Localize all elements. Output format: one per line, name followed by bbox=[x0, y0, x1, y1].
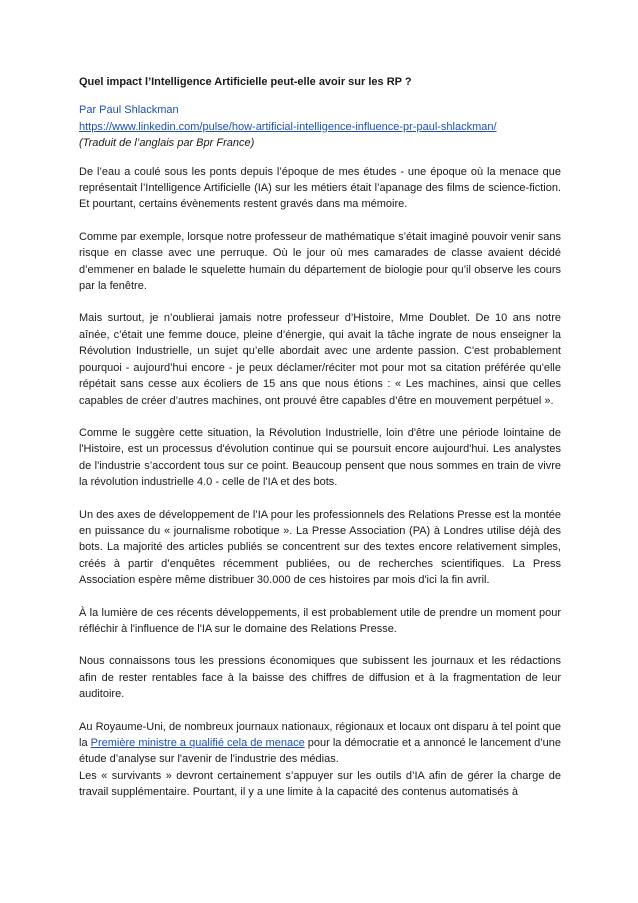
article-title: Quel impact l’Intelligence Artificielle peut-elle avoir sur les RP ? bbox=[79, 76, 412, 88]
byline bbox=[79, 102, 561, 151]
paragraph-history-teacher: Mais surtout, je n’oublierai jamais notre professeur d’Histoire, Mme Doublet. De 10 ans notre aînée, c’était une femme douce, pleine d’énergie, qui avait la tâche ingrate de nous enseigner la Révolution Industrielle, un sujet qu’elle abordait avec une ardente passion. C'est probablement pourquoi - aujourd’hui encore - je peux déclamer/réciter mot pour mot sa citation préférée qu'elle répétait sans cesse aux écoliers de 15 ans que nous étions : « Les machines, ainsi que celles capables de créer d’autres machines, ont prouvé être capables d’être en mouvement perpétuel ». bbox=[79, 312, 561, 407]
paragraph-uk bbox=[79, 719, 561, 768]
document-page bbox=[79, 74, 561, 801]
paragraph-memories: Comme par exemple, lorsque notre professeur de mathématique s’était imaginé pouvoir venir sans risque en classe avec une perruque. Où le jour où mes camarades de classe avaient décidé d’emmener en balade le squelette humain du département de biologie pour qu’il observe les cours par la fenêtre. bbox=[79, 230, 561, 293]
paragraph-uk-end: pour la démocratie et a annoncé le lancement d’une étude d’analyse sur l'avenir de l'industrie des médias. bbox=[79, 737, 561, 766]
paragraph-survivors: Les « survivants » devront certainement s’appuyer sur les outils d’IA afin de gérer la charge de travail supplémentaire. Pourtant, il y a une limite à la capacité des contenus automatisés à bbox=[79, 769, 561, 799]
paragraph-industrial-revolution: Comme le suggère cette situation, la Révolution Industrielle, loin d'être une période lointaine de l'Histoire, est un processus d'évolution continue qui se poursuit encore aujourd'hui. Les analystes de l'industrie s’accordent tous sur ce point. Beaucoup pensent que nous sommes en train de vivre la révolution industrielle 4.0 - celle de l'IA et des bots. bbox=[79, 426, 561, 489]
paragraph-robot-journalism: Un des axes de développement de l’IA pour les professionnels des Relations Presse est la montée en puissance du « journalisme robotique ». La Presse Association (PA) à Londres utilise déjà des bots. La majorité des articles publiés se concentrent sur des textes encore relativement simples, créés à partir d’enquêtes récemment publiées, ou de recherches scientifiques. La Press Association espère même distribuer 30.000 de ces histoires par mois d'ici la fin avril. bbox=[79, 508, 561, 587]
author-link[interactable]: Par Paul Shlackman bbox=[79, 104, 179, 117]
paragraph-economic-pressure: Nous connaissons tous les pressions économiques que subissent les journaux et les rédactions afin de rester rentables face à la baisse des chiffres de diffusion et à la fragmentation de leur auditoire. bbox=[79, 655, 561, 701]
paragraph-uk-start: Au Royaume-Uni, de nombreux journaux nationaux, régionaux et locaux ont disparu à tel point que la bbox=[79, 720, 561, 749]
translation-note: (Traduit de l’anglais par Bpr France) bbox=[79, 137, 255, 150]
prime-minister-link[interactable]: Première ministre a qualifié cela de menace bbox=[90, 737, 305, 749]
paragraph-intro: De l’eau a coulé sous les ponts depuis l’époque de mes études - une époque où la menace que représentait l’Intelligence Artificielle (IA) sur les métiers était l’apanage des films de science-fiction. Et pourtant, certains évènements restent gravés dans ma mémoire. bbox=[79, 165, 561, 211]
paragraph-reflection: À la lumière de ces récents développements, il est probablement utile de prendre un moment pour réfléchir à l'influence de l'IA sur le domaine des Relations Presse. bbox=[79, 606, 561, 635]
source-url-link[interactable]: https://www.linkedin.com/pulse/how-artificial-intelligence-influence-pr-paul-shlackman/ bbox=[79, 120, 497, 133]
